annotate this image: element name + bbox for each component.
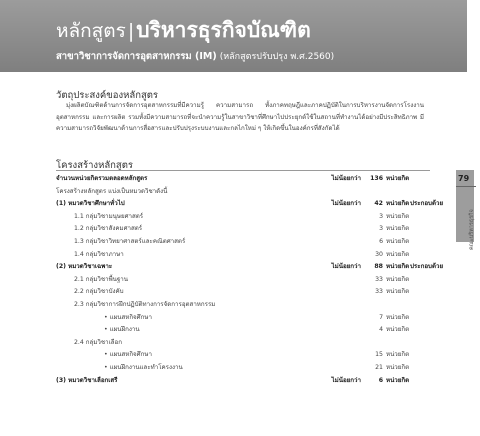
row-name: (1) หมวดวิชาศึกษาทั่วไป <box>56 200 125 208</box>
table-row <box>56 349 440 361</box>
row-name: 2.3 กลุ่มวิชาการฝึกปฏิบัติทางการจัดการอุตสาหกรรม <box>74 301 216 308</box>
row-credits: 3 <box>379 212 383 220</box>
row-name: 1.3 กลุ่มวิชาวิทยาศาสตร์และคณิตศาสตร์ <box>74 238 186 245</box>
row-name: 1.4 กลุ่มวิชาภาษา <box>74 250 124 258</box>
row-unit: หน่วยกิต <box>386 364 410 371</box>
row-name: 1.1 กลุ่มวิชามนุษยศาสตร์ <box>74 212 144 220</box>
side-label: คณะบริหารธุรกิจ <box>469 209 475 250</box>
row-unit: หน่วยกิต <box>386 313 410 321</box>
title-left: หลักสูตร <box>56 20 126 42</box>
table-row <box>56 236 440 248</box>
subtitle-revision: (หลักสูตรปรับปรุง พ.ศ.2560) <box>219 52 335 62</box>
row-unit: หน่วยกิต <box>386 250 410 258</box>
row-unit: หน่วยกิต <box>386 225 410 233</box>
row-name: 2.2 กลุ่มวิชาบังคับ <box>74 288 124 296</box>
table-row <box>56 362 440 374</box>
row-credits: 6 <box>378 376 383 384</box>
row-name: (2) หมวดวิชาเฉพาะ <box>56 263 113 271</box>
title-separator: | <box>127 20 135 42</box>
objectives-paragraph <box>56 100 424 135</box>
row-name: • แผนสหกิจศึกษา <box>104 351 152 359</box>
row-credits: 136 <box>370 175 383 182</box>
row-credits: 42 <box>374 200 383 208</box>
table-row <box>56 173 440 185</box>
objectives-heading: วัตถุประสงค์ของหลักสูตร <box>56 90 159 101</box>
table-row <box>56 286 440 298</box>
row-name: 1.2 กลุ่มวิชาสังคมศาสตร์ <box>74 225 143 233</box>
row-credits: 33 <box>375 288 383 296</box>
table-row <box>56 375 440 387</box>
table-row <box>56 324 440 336</box>
row-note: ประกอบด้วย <box>410 200 444 208</box>
page-number: 79 <box>458 174 470 183</box>
row-unit: หน่วยกิต <box>386 275 410 283</box>
row-credits: 33 <box>375 275 383 283</box>
row-name: 2.1 กลุ่มวิชาพื้นฐาน <box>74 275 128 283</box>
structure-heading: โครงสร้างหลักสูตร <box>56 160 133 171</box>
row-credits: 3 <box>379 225 383 233</box>
row-condition: ไม่น้อยกว่า <box>331 263 361 271</box>
row-unit: หน่วยกิต <box>386 200 410 208</box>
row-unit: หน่วยกิต <box>386 326 410 334</box>
row-name: จำนวนหน่วยกิตรวมตลอดหลักสูตร <box>56 175 148 182</box>
table-row <box>56 312 440 324</box>
page-number-rule <box>456 186 476 187</box>
row-credits: 15 <box>375 351 383 359</box>
subtitle-major: สาขาวิชาการจัดการอุตสาหกรรม (IM) <box>56 51 217 62</box>
row-credits: 6 <box>379 238 383 245</box>
table-row <box>56 198 444 210</box>
structure-divider <box>56 170 430 171</box>
row-unit: หน่วยกิต <box>386 212 410 220</box>
row-unit: หน่วยกิต <box>386 376 410 384</box>
row-condition: ไม่น้อยกว่า <box>331 200 361 208</box>
row-note: ประกอบด้วย <box>410 263 444 271</box>
header-banner <box>0 0 467 72</box>
row-credits: 7 <box>379 313 383 321</box>
row-credits: 4 <box>379 326 383 334</box>
table-row <box>56 186 440 198</box>
row-credits: 88 <box>374 263 383 271</box>
row-name: 2.4 กลุ่มวิชาเลือก <box>74 338 122 346</box>
table-row <box>56 211 440 223</box>
row-name: • แผนฝึกงานและทำโครงงาน <box>104 364 183 371</box>
table-row <box>56 261 444 273</box>
row-unit: หน่วยกิต <box>386 288 410 296</box>
title-right: บริหารธุรกิจบัณฑิต <box>136 18 311 42</box>
row-unit: หน่วยกิต <box>386 175 410 182</box>
row-name: (3) หมวดวิชาเลือกเสรี <box>56 376 118 384</box>
table-row <box>56 223 440 235</box>
table-row <box>56 274 440 286</box>
row-credits: 30 <box>375 250 383 258</box>
program-subtitle <box>56 49 334 64</box>
row-unit: หน่วยกิต <box>386 238 410 245</box>
table-row <box>56 299 440 311</box>
row-name: • แผนสหกิจศึกษา <box>104 313 152 321</box>
row-unit: หน่วยกิต <box>386 351 410 359</box>
row-name: โครงสร้างหลักสูตร แบ่งเป็นหมวดวิชาดังนี้ <box>56 187 168 195</box>
row-credits: 21 <box>375 364 383 371</box>
table-row <box>56 337 440 349</box>
row-condition: ไม่น้อยกว่า <box>331 175 361 182</box>
table-row <box>56 249 440 261</box>
row-unit: หน่วยกิต <box>386 263 410 271</box>
program-title <box>56 14 311 47</box>
objectives-text: มุ่งผลิตบัณฑิตด้านการจัดการอุตสาหกรรมที่มีความรู้ ความสามารถ ทั้งภาคทฤษฎีและภาคปฏิบัติในการบริหารงานจัดการโรงงานอุตสาหกรรม และการผลิต รวมทั้งมีความสามารถที่จะนำความรู้ในสาขาวิชาที่ศึกษาไปประยุกต์ใช้ในสถานที่ทำงานได้อย่างมีประสิทธิภาพ มีความสามารถวิจัยพัฒนาด้านการสื่อสารและปรับปรุงระบบงานและกลไกใหม่ ๆ ให้เกิดขึ้นในองค์กรที่สังกัดได้ <box>56 102 424 133</box>
row-name: • แผนฝึกงาน <box>104 326 140 334</box>
row-condition: ไม่น้อยกว่า <box>331 376 361 384</box>
